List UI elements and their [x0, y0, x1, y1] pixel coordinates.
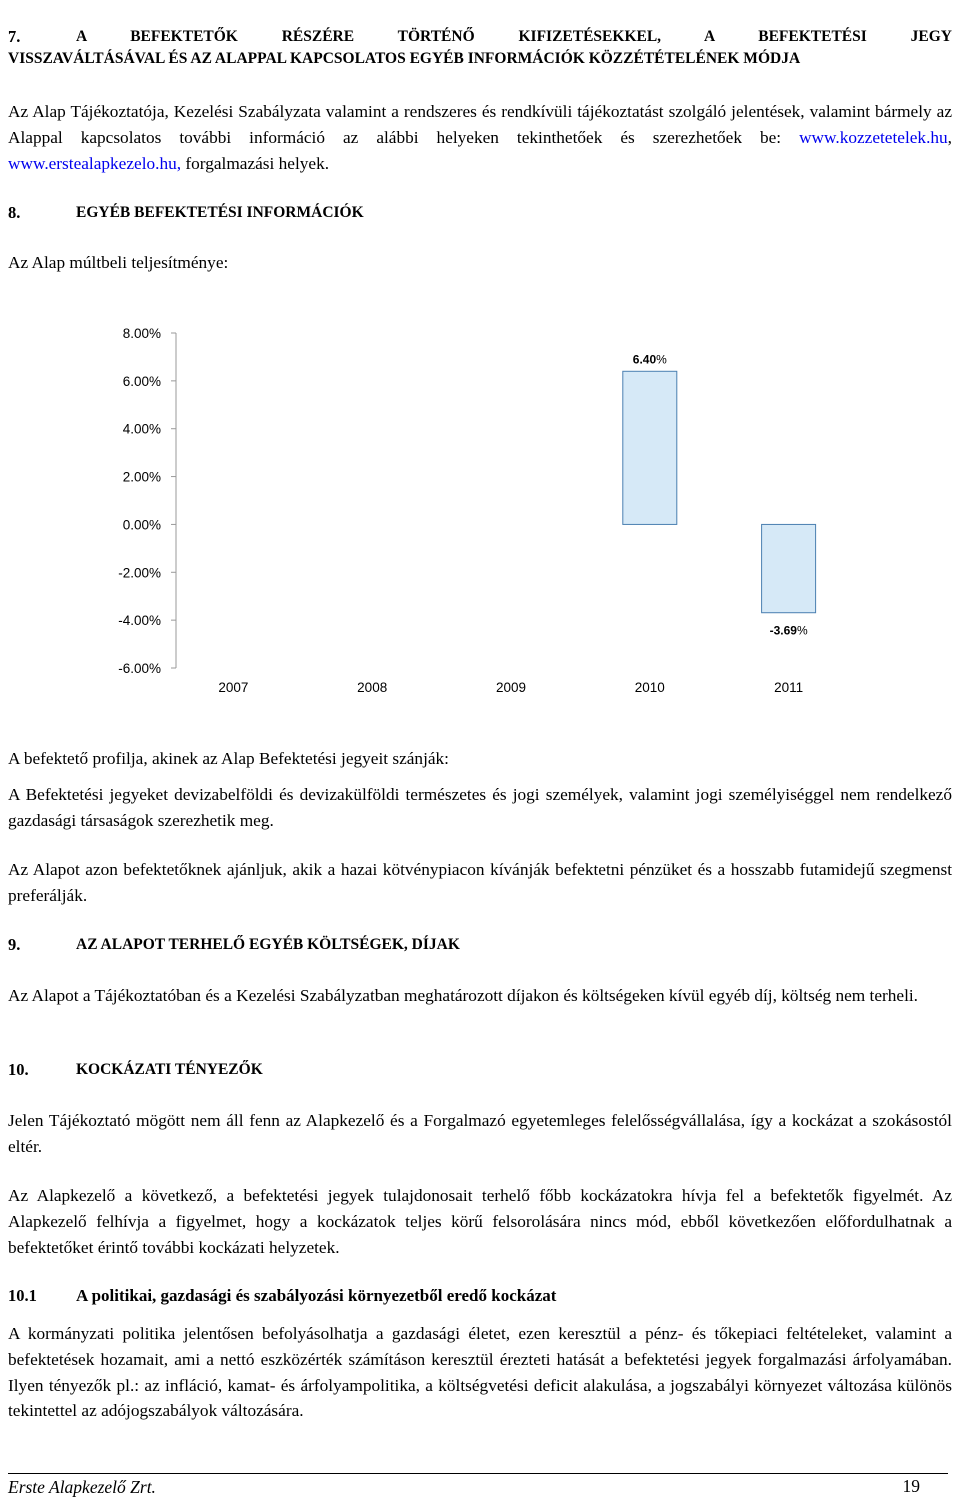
section-7-paragraph — [8, 99, 952, 176]
section-8-paragraph-2: Az Alapot azon befektetőknek ajánljuk, akik a hazai kötvénypiacon kívánják befektetni pénzüket és a hosszabb futamidejű szegmenst preferálják. — [8, 860, 952, 905]
performance-chart — [80, 310, 880, 710]
section-10-paragraph-2: Az Alapkezelő a következő, a befektetési jegyek tulajdonosait terhelő főbb kockázatokra hívja fel a befektetők figyelmét. Az Alapkezelő felhívja a figyelmet, hogy a kockázatok teljes körű felsorolására nincs mód, ebből következően előfordulhatnak a befektetőket érintő további kockázati helyzetek. — [8, 1186, 952, 1257]
data-label-unit: % — [656, 352, 667, 367]
section-8-paragraph-1: A Befektetési jegyeket devizabelföldi és devizakülföldi természetes és jogi személyek, valamint jogi személyiséggel nem rendelkező gazdasági társaságok szerezhetik meg. — [8, 785, 952, 830]
section-10-1-number: 10.1 — [8, 1286, 37, 1305]
x-tick-label: 2009 — [495, 680, 527, 695]
y-tick-label: 0.00% — [122, 517, 161, 533]
bar-2010 — [623, 371, 677, 524]
bar-2011 — [762, 524, 816, 612]
footer-rule — [8, 1473, 948, 1474]
y-tick-label: 2.00% — [122, 469, 161, 485]
data-label-2011: -3.69% — [769, 623, 808, 638]
x-tick-label: 2008 — [357, 680, 388, 695]
section-10-paragraph-1: Jelen Tájékoztató mögött nem áll fenn az Alapkezelő és a Forgalmazó egyetemleges felelősségvállalása, így a kockázat a szokásostól eltér. — [8, 1111, 952, 1156]
section-8-title: EGYÉB BEFEKTETÉSI INFORMÁCIÓK — [76, 204, 364, 221]
kozzetetelek-link[interactable]: www.kozzetetelek.hu — [799, 127, 948, 147]
section-10-1-paragraph: A kormányzati politika jelentősen befolyásolhatja a gazdasági életet, ezen keresztül a pénz- és tőkepiaci feltételeket, valamint a befektetések hozamait, ami a nettó eszközérték számításon keresztül érezteti hatását a befektetési jegyek forgalmazási árfolyamában. Ilyen tényezők pl.: az infláció, kamat- és árfolyampolitika, a költségvetési deficit alakulása, a jogszabályi környezet változása különös tekintettel az adójogszabályok változására. — [8, 1324, 952, 1421]
footer-page-number: 19 — [902, 1476, 920, 1496]
x-tick-label: 2007 — [218, 680, 249, 695]
y-tick-label: 6.00% — [122, 373, 161, 389]
x-tick-label: 2011 — [774, 680, 804, 695]
section-7-body-tail: forgalmazási helyek. — [185, 153, 330, 173]
y-tick-label: 4.00% — [122, 421, 161, 437]
data-label-2010: 6.40% — [632, 352, 667, 367]
y-tick-label: -4.00% — [118, 613, 161, 629]
section-9-paragraph: Az Alapot a Tájékoztatóban és a Kezelési Szabályzatban meghatározott díjakon és költségeken kívül egyéb díj, költség nem terheli. — [8, 986, 918, 1005]
section-10-title: KOCKÁZATI TÉNYEZŐK — [76, 1061, 263, 1078]
section-10-1-title: A politikai, gazdasági és szabályozási környezetből eredő kockázat — [76, 1286, 557, 1305]
profile-heading: A befektető profilja, akinek az Alap Befektetési jegyeit szánják: — [8, 749, 449, 768]
section-8-intro: Az Alap múltbeli teljesítménye: — [8, 253, 229, 272]
performance-chart-svg — [80, 310, 880, 710]
erstealapkezelo-link[interactable]: www.erstealapkezelo.hu, — [8, 153, 186, 173]
section-7-title-line2: VISSZAVÁLTÁSÁVAL ÉS AZ ALAPPAL KAPCSOLATOS EGYÉB INFORMÁCIÓK KÖZZÉTÉTELÉNEK MÓDJA — [8, 50, 801, 67]
section-9-number: 9. — [8, 935, 21, 954]
y-tick-label: -6.00% — [118, 661, 161, 676]
section-7-number: 7. — [8, 27, 21, 46]
link-separator: , — [947, 127, 952, 147]
x-tick-label: 2010 — [634, 680, 665, 695]
data-label-unit: % — [796, 623, 808, 638]
section-10-number: 10. — [8, 1060, 29, 1079]
section-7-heading — [8, 26, 952, 70]
section-8-number: 8. — [8, 203, 21, 222]
footer-company: Erste Alapkezelő Zrt. — [8, 1477, 156, 1497]
section-9-title: AZ ALAPOT TERHELŐ EGYÉB KÖLTSÉGEK, DÍJAK — [76, 936, 460, 953]
section-7-title-line1: A BEFEKTETŐK RÉSZÉRE TÖRTÉNŐ KIFIZETÉSEKKEL, A BEFEKTETÉSI JEGY — [76, 28, 952, 45]
y-tick-label: -2.00% — [118, 565, 161, 581]
y-tick-label: 8.00% — [122, 326, 161, 341]
section-7-body: Az Alap Tájékoztatója, Kezelési Szabályzata valamint a rendszeres és rendkívüli tájékoztatást szolgáló jelentések, valamint bármely az Alappal kapcsolatos további információ az alábbi helyeken tekinthetőek és szerezhetőek be: — [8, 102, 952, 147]
